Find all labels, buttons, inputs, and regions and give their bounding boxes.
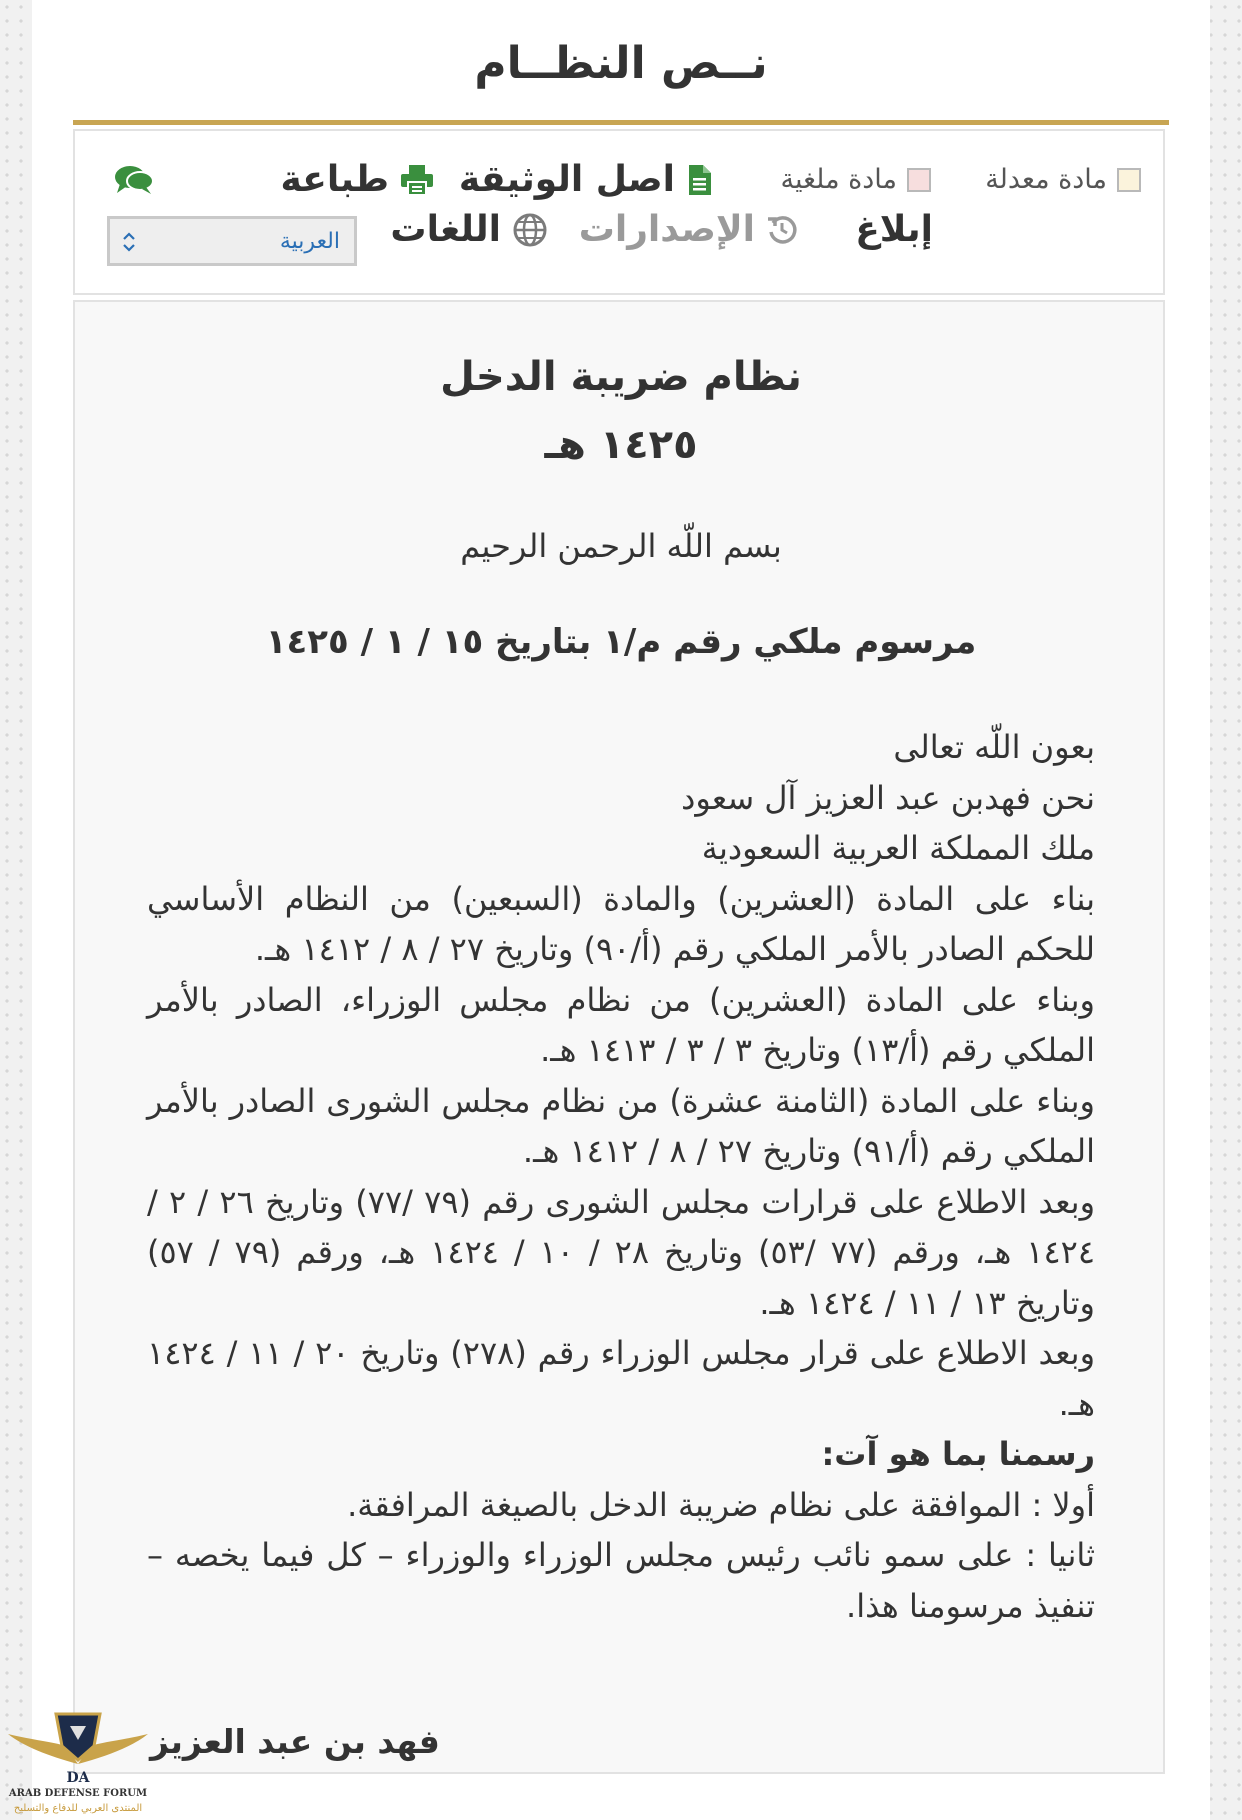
eagle-emblem-icon — [8, 1706, 148, 1790]
paragraph: بناء على المادة (العشرين) والمادة (السبعين) من النظام الأساسي للحكم الصادر بالأمر الملكي رقم (أ/٩٠) وتاريخ ٢٧ / ٨ / ١٤١٢ هـ. — [147, 879, 1095, 968]
languages-label: اللغات — [390, 209, 501, 250]
printer-icon — [401, 165, 433, 195]
cancelled-swatch — [907, 168, 931, 192]
versions-label: الإصدارات — [578, 209, 755, 250]
original-document-button[interactable] — [459, 159, 711, 200]
paragraph: وبناء على المادة (العشرين) من نظام مجلس الوزراء، الصادر بالأمر الملكي رقم (أ/١٣) وتاريخ ٣ / ٣ / ١٤١٣ هـ. — [147, 980, 1095, 1069]
chat-button[interactable] — [115, 165, 153, 199]
report-button[interactable] — [855, 209, 933, 250]
decree-heading: مرسوم ملكي رقم م/١ بتاريخ ١٥ / ١ / ١٤٢٥ — [265, 622, 977, 662]
legend-cancelled-label: مادة ملغية — [780, 164, 897, 195]
document-icon — [687, 165, 711, 195]
paragraph: وبناء على المادة (الثامنة عشرة) من نظام مجلس الشورى الصادر بالأمر الملكي رقم (أ/٩١) وتاريخ ٢٧ / ٨ / ١٤١٢ هـ. — [147, 1081, 1095, 1170]
page-container — [32, 0, 1210, 1820]
title-divider — [73, 120, 1169, 125]
versions-button[interactable] — [579, 209, 797, 250]
legend-modified — [985, 164, 1141, 195]
document-text — [147, 722, 1095, 1631]
modified-swatch — [1117, 168, 1141, 192]
legend-modified-label: مادة معدلة — [985, 164, 1107, 195]
languages-button[interactable] — [390, 209, 547, 250]
decree-item: أولا : الموافقة على نظام ضريبة الدخل بالصيغة المرافقة. — [347, 1485, 1095, 1524]
paragraph: نحن فهدبن عبد العزيز آل سعود — [681, 778, 1095, 817]
paragraph: وبعد الاطلاع على قرارات مجلس الشورى رقم (٧٩ /٧٧) وتاريخ ٢٦ / ٢ / ١٤٢٤ هـ، ورقم (٧٧ /٥٣) وتاريخ ٢٨ / ١٠ / ١٤٢٤ هـ، ورقم (٧٩ / ٥٧) وتاريخ ١٣ / ١١ / ١٤٢٤ هـ. — [147, 1182, 1096, 1322]
paragraph: ملك المملكة العربية السعودية — [701, 829, 1095, 867]
forum-watermark-logo — [8, 1706, 148, 1816]
signature: فهد بن عبد العزيز — [150, 1722, 440, 1761]
logo-name-en: ARAB DEFENSE FORUM — [8, 1788, 148, 1799]
legend-cancelled — [781, 164, 932, 195]
document-body — [73, 300, 1165, 1774]
original-document-label: اصل الوثيقة — [458, 159, 675, 200]
logo-initials: DA — [66, 1770, 90, 1786]
history-icon — [767, 215, 797, 245]
paragraph: بعون اللّه تعالى — [893, 728, 1095, 766]
print-button[interactable] — [280, 159, 433, 200]
paragraph: وبعد الاطلاع على قرار مجلس الوزراء رقم (٢٧٨) وتاريخ ٢٠ / ١١ / ١٤٢٤ هـ. — [147, 1334, 1096, 1423]
document-toolbar — [73, 129, 1165, 295]
document-year: ١٤٢٥ هـ — [544, 422, 698, 468]
report-label: إبلاغ — [855, 209, 933, 250]
language-select-value: العربية — [279, 228, 340, 254]
updown-chevron-icon — [122, 231, 136, 259]
print-label: طباعة — [280, 159, 389, 200]
globe-icon — [513, 213, 547, 247]
decree-item: ثانيا : على سمو نائب رئيس مجلس الوزراء والوزراء – كل فيما يخصه – تنفيذ مرسومنا هذا. — [147, 1536, 1095, 1625]
chat-bubbles-icon — [115, 165, 153, 199]
resolved-heading: رسمنا بما هو آت: — [821, 1435, 1095, 1473]
basmala: بسم اللّه الرحمن الرحيم — [460, 527, 782, 565]
document-title: نظام ضريبة الدخل — [440, 354, 802, 400]
page-title: نــص النظــام — [474, 38, 768, 89]
language-select[interactable] — [107, 216, 357, 266]
logo-name-ar: المنتدى العربي للدفاع والتسليح — [13, 1803, 143, 1814]
